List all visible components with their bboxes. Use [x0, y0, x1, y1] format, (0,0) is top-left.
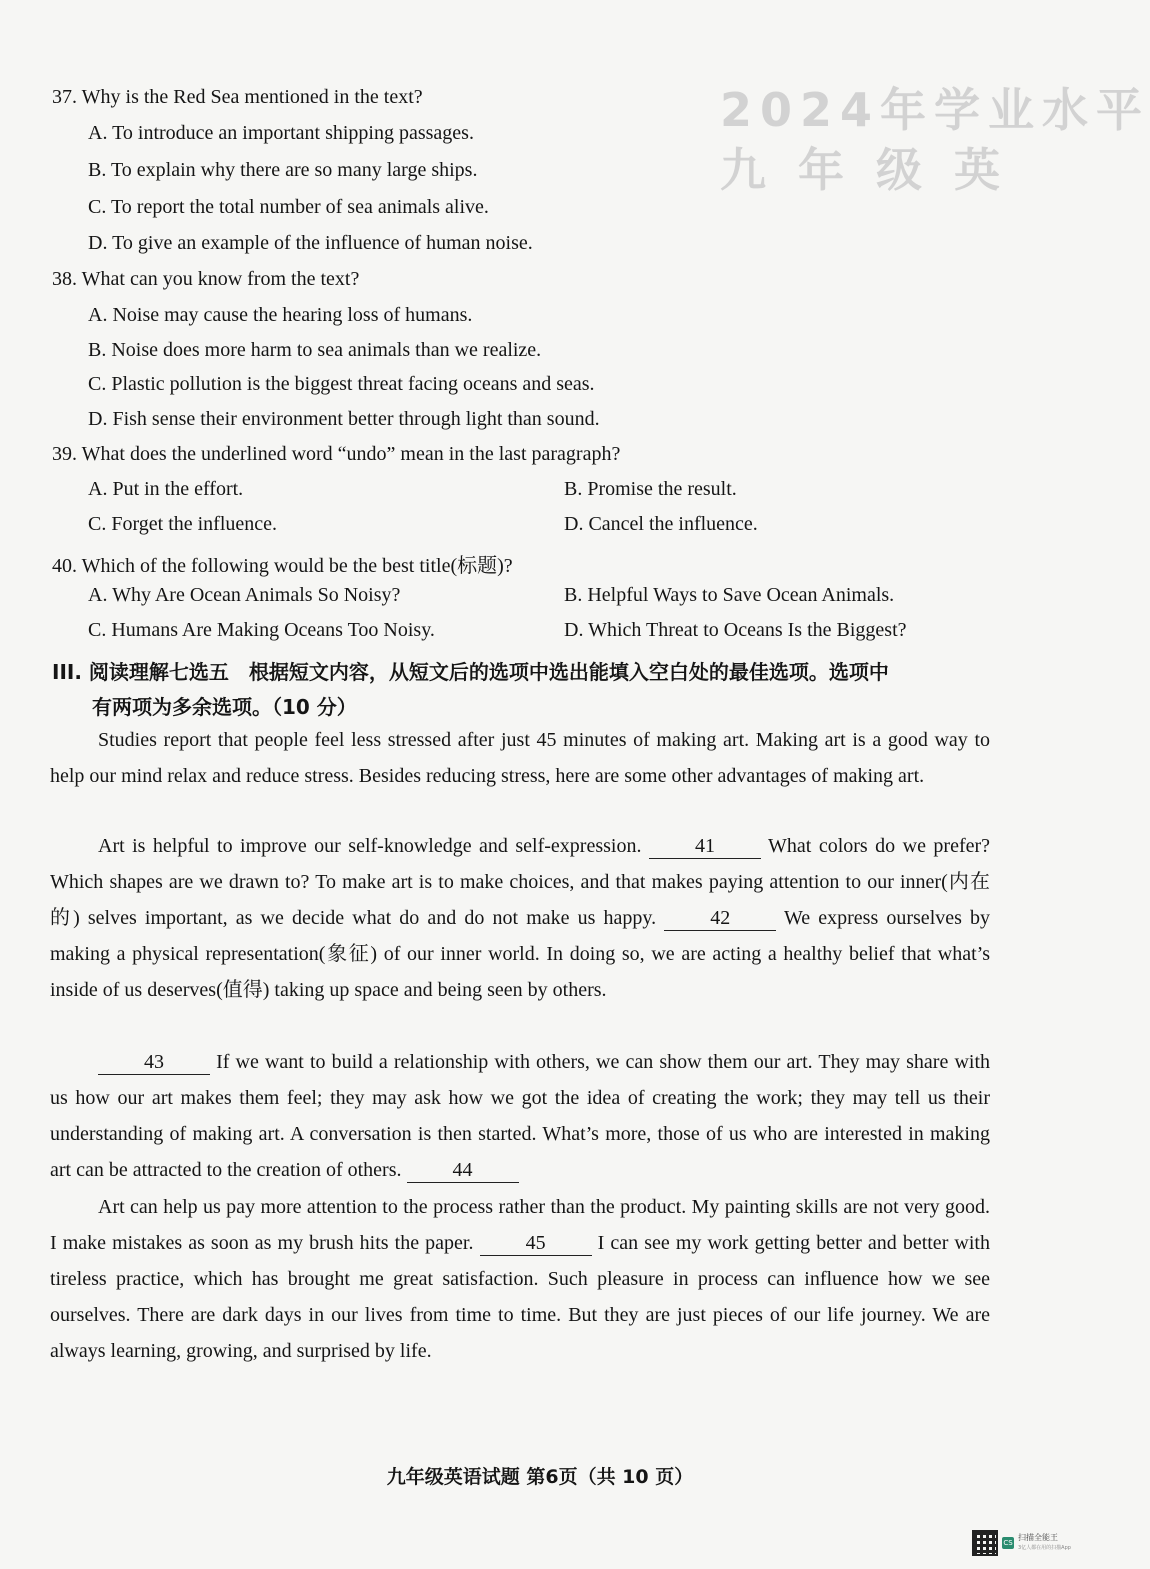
question-40-option-c: C. Humans Are Making Oceans Too Noisy.	[88, 619, 435, 641]
question-38-stem: 38. What can you know from the text?	[52, 268, 360, 290]
watermark-subtitle: 3亿人都在用的扫描App	[1018, 1545, 1071, 1551]
question-37-stem: 37. Why is the Red Sea mentioned in the text?	[52, 86, 423, 108]
question-40-option-d: D. Which Threat to Oceans Is the Biggest?	[564, 619, 907, 641]
question-37-option-c: C. To report the total number of sea animals alive.	[88, 196, 489, 218]
question-39-option-b: B. Promise the result.	[564, 478, 737, 500]
question-38-option-d: D. Fish sense their environment better through light than sound.	[88, 408, 600, 430]
question-38-option-a: A. Noise may cause the hearing loss of humans.	[88, 304, 473, 326]
question-39-option-a: A. Put in the effort.	[88, 478, 244, 500]
section-3-heading: III. 阅读理解七选五 根据短文内容，从短文后的选项中选出能填入空白处的最佳选项。选项中	[52, 660, 889, 684]
section-3-heading-cont: 有两项为多余选项。（10 分）	[92, 695, 357, 719]
question-37-option-b: B. To explain why there are so many large ships.	[88, 159, 478, 181]
blank-41: 41	[649, 834, 761, 859]
blank-44: 44	[407, 1158, 519, 1183]
passage-paragraph-2: Art is helpful to improve our self-knowledge and self-expression. 41 What colors do we prefer? Which shapes are we drawn to? To make art is to make choices, and that makes paying attention to our inner(内在的) selves important, as we decide what do and do not make us happy. 42 We express ourselves by making a physical representation(象征) of our inner world. In doing so, we are acting a healthy belief that what’s inside of us deserves(值得) taking up space and being seen by others.	[50, 835, 991, 1001]
question-38-option-c: C. Plastic pollution is the biggest threat facing oceans and seas.	[88, 373, 595, 395]
passage-paragraph-1: Studies report that people feel less stressed after just 45 minutes of making art. Making art is a good way to help our mind relax and reduce stress. Besides reducing stress, here are some other advantages of making art.	[50, 729, 990, 787]
question-39-stem: 39. What does the underlined word “undo” mean in the last paragraph?	[52, 443, 621, 465]
question-40-option-b: B. Helpful Ways to Save Ocean Animals.	[564, 584, 895, 606]
camscanner-logo-icon: CS	[1003, 1539, 1013, 1547]
question-40-option-a: A. Why Are Ocean Animals So Noisy?	[88, 584, 401, 606]
qr-code-icon	[972, 1530, 998, 1556]
passage-paragraph-3: 43 If we want to build a relationship with others, we can show them our art. They may share with us how our art makes them feel; they may ask how we got the idea of creating the work; they may tell us their understanding of making art. A conversation is then started. What’s more, those of us who are interested in making art can be attracted to the creation of others. 44	[50, 1051, 991, 1181]
blank-45: 45	[480, 1231, 592, 1256]
question-38-option-b: B. Noise does more harm to sea animals than we realize.	[88, 339, 542, 361]
passage-paragraph-4: Art can help us pay more attention to the process rather than the product. My painting skills are not very good. I make mistakes as soon as my brush hits the paper. 45 I can see my work getting better and better with tireless practice, which has brought me great satisfaction. Such pleasure in process can influence how we see ourselves. There are dark days in our lives from time to time. But they are just pieces of our life journey. We are always learning, growing, and surprised by life.	[50, 1196, 990, 1362]
watermark-title: 扫描全能王	[1018, 1533, 1058, 1542]
bleed-through-header: 2024年学业水平 九 年 级 英	[720, 83, 1150, 197]
scanner-watermark	[972, 1530, 1071, 1556]
question-40-stem: 40. Which of the following would be the best title(标题)?	[52, 555, 513, 577]
question-39-option-c: C. Forget the influence.	[88, 513, 278, 535]
page-footer: 九年级英语试题 第6页（共 10 页）	[386, 1466, 694, 1488]
question-37-option-a: A. To introduce an important shipping passages.	[88, 122, 474, 144]
question-39-option-d: D. Cancel the influence.	[564, 513, 758, 535]
question-37-option-d: D. To give an example of the influence of human noise.	[88, 232, 533, 254]
blank-42: 42	[664, 906, 776, 931]
blank-43: 43	[98, 1050, 210, 1075]
